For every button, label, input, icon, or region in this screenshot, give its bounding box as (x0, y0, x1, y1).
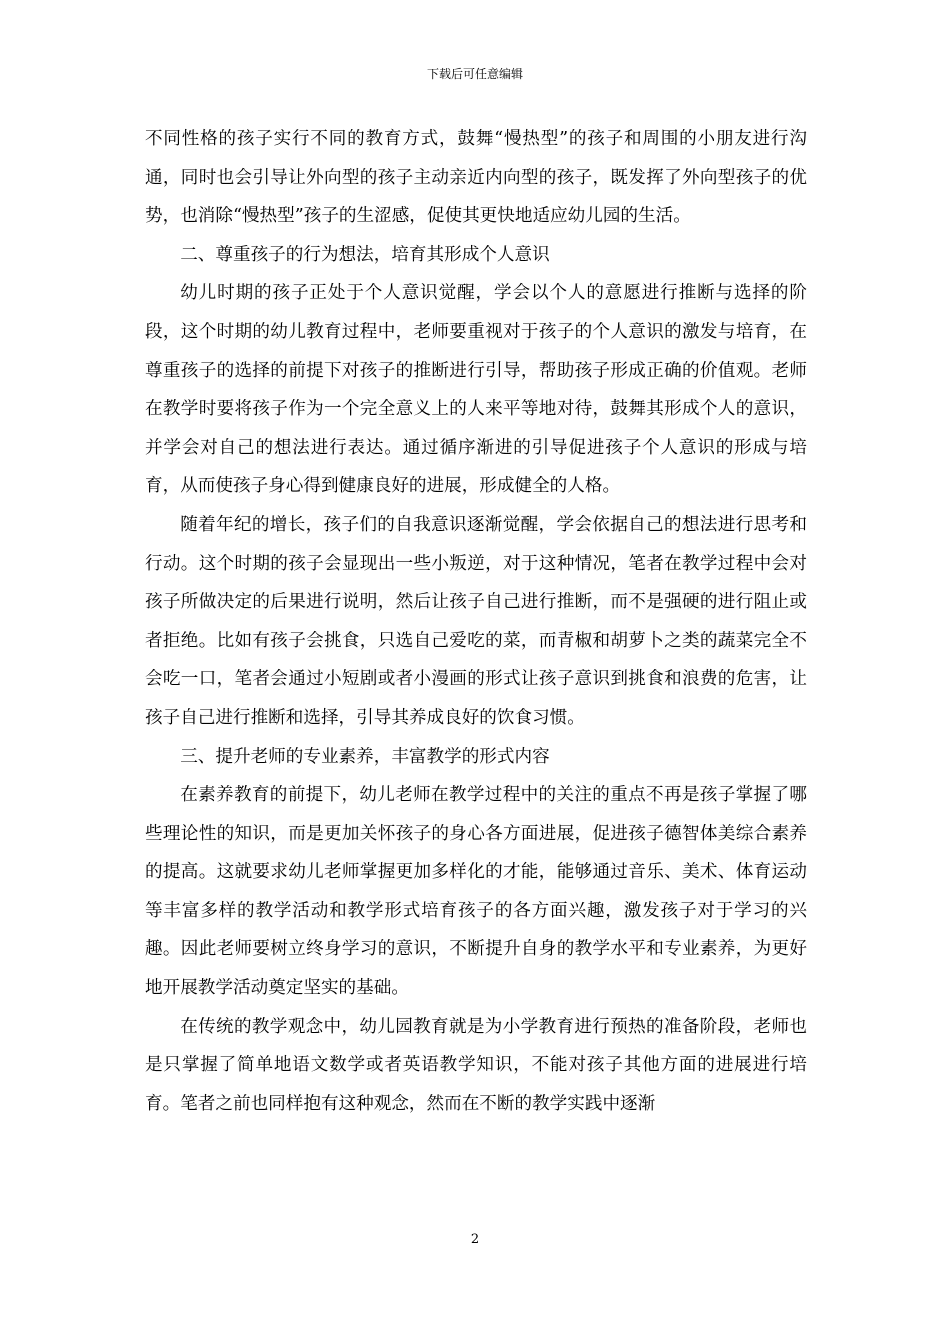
paragraph: 在素养教育的前提下，幼儿老师在教学过程中的关注的重点不再是孩子掌握了哪些理论性的知识，而是更加关怀孩子的身心各方面进展，促进孩子德智体美综合素养的提高。这就要求幼儿老师掌握更加多样化的才能，能够通过音乐、美术、体育运动等丰富多样的教学活动和教学形式培育孩子的各方面兴趣，激发孩子对于学习的兴趣。因此老师要树立终身学习的意识，不断提升自身的教学水平和专业素养，为更好地开展教学活动奠定坚实的基础。 (145, 785, 807, 999)
paragraph-continuation: 不同性格的孩子实行不同的教育方式，鼓舞“慢热型”的孩子和周围的小朋友进行沟通，同时也会引导让外向型的孩子主动亲近内向型的孩子，既发挥了外向型孩子的优势，也消除“慢热型”孩子的生涩感，促使其更快地适应幼儿园的生活。 (145, 129, 807, 227)
document-body (145, 120, 807, 1123)
paragraph: 在传统的教学观念中，幼儿园教育就是为小学教育进行预热的准备阶段，老师也是只掌握了简单地语文数学或者英语教学知识，不能对孩子其他方面的进展进行培育。笔者之前也同样抱有这种观念，然而在不断的教学实践中逐渐 (145, 1016, 807, 1114)
section-heading-2: 二、尊重孩子的行为想法，培育其形成个人意识 (180, 244, 550, 265)
section-heading-3: 三、提升老师的专业素养，丰富教学的形式内容 (180, 746, 550, 767)
page-header: 下载后可任意编辑 (426, 67, 523, 81)
page-number: 2 (470, 1232, 480, 1247)
paragraph: 随着年纪的增长，孩子们的自我意识逐渐觉醒，学会依据自己的想法进行思考和行动。这个时期的孩子会显现出一些小叛逆，对于这种情况，笔者在教学过程中会对孩子所做决定的后果进行说明，然后让孩子自己进行推断，而不是强硬的进行阻止或者拒绝。比如有孩子会挑食，只选自己爱吃的菜，而青椒和胡萝卜之类的蔬菜完全不会吃一口，笔者会通过小短剧或者小漫画的形式让孩子意识到挑食和浪费的危害，让孩子自己进行推断和选择，引导其养成良好的饮食习惯。 (145, 514, 807, 728)
paragraph: 幼儿时期的孩子正处于个人意识觉醒，学会以个人的意愿进行推断与选择的阶段，这个时期的幼儿教育过程中，老师要重视对于孩子的个人意识的激发与培育，在尊重孩子的选择的前提下对孩子的推断进行引导，帮助孩子形成正确的价值观。老师在教学时要将孩子作为一个完全意义上的人来平等地对待，鼓舞其形成个人的意识，并学会对自己的想法进行表达。通过循序渐进的引导促进孩子个人意识的形成与培育，从而使孩子身心得到健康良好的进展，形成健全的人格。 (145, 283, 807, 497)
